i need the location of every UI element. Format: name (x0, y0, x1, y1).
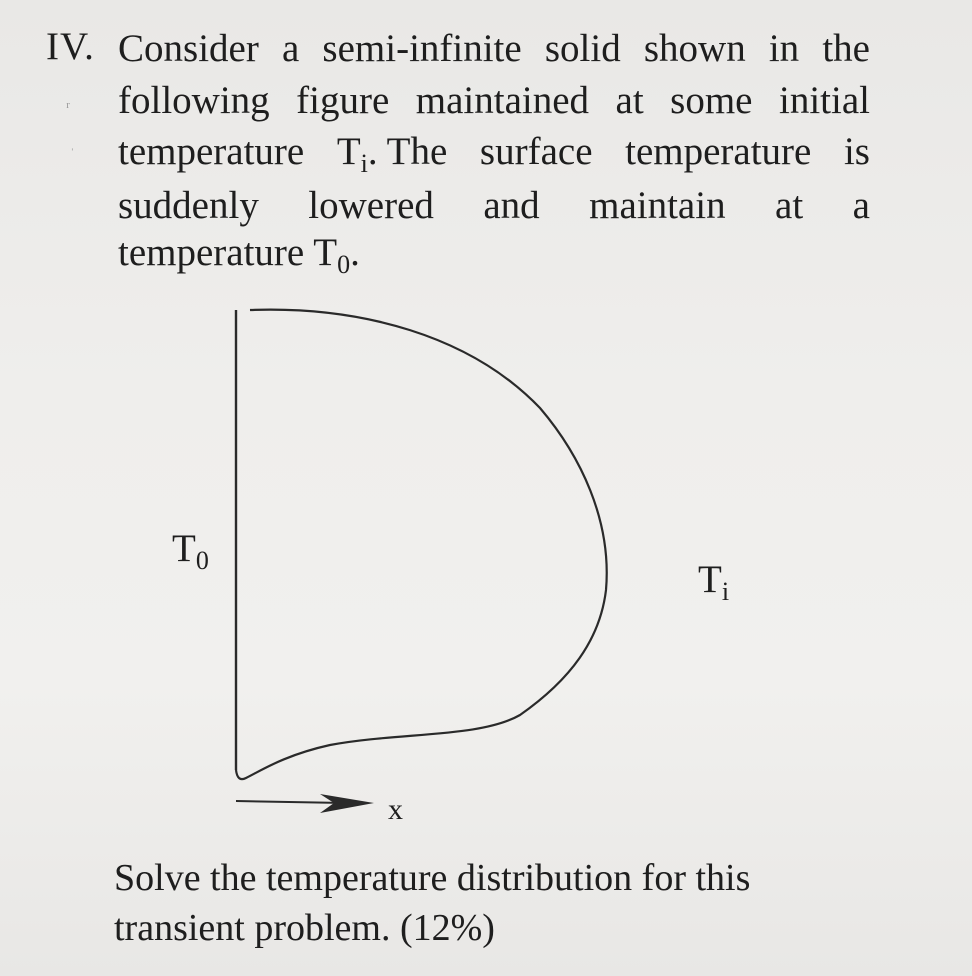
word: temperature (625, 130, 812, 173)
word: solid (544, 27, 621, 70)
word: surface (479, 130, 593, 173)
word: Consider (118, 27, 259, 70)
word: lowered (308, 184, 434, 227)
word: following (118, 79, 270, 122)
word: a (281, 27, 300, 70)
instruction-line-1: Solve the temperature distribution for this (114, 857, 751, 899)
word: semi-infinite (322, 27, 522, 70)
word: at (615, 79, 644, 122)
solid-boundary-curve (236, 310, 607, 780)
word: at (775, 184, 804, 227)
word: figure (296, 79, 390, 122)
word: maintained (415, 79, 590, 122)
word: in (768, 27, 800, 70)
x-axis-arrow-shaft (236, 801, 345, 803)
margin-mark: ʳ (66, 97, 70, 117)
initial-temperature-label: $T_i$ (698, 558, 730, 606)
instruction-line-2: transient problem. (12%) (114, 907, 495, 949)
margin-mark: ˈ (70, 147, 75, 162)
word: a (852, 184, 870, 227)
word: the (822, 27, 870, 70)
problem-text-line-5: temperature $T_0$. (118, 231, 360, 279)
word: suddenly (118, 184, 259, 227)
word: maintain (589, 184, 726, 227)
problem-number: IV. (46, 25, 95, 68)
word: initial (778, 79, 870, 122)
word: is (843, 130, 870, 173)
word: shown (643, 27, 746, 70)
x-axis-label: x (388, 793, 403, 826)
word: and (483, 184, 540, 227)
surface-temperature-label: $T_0$ (172, 527, 209, 575)
ti-symbol: $T_i$. The (336, 130, 448, 178)
word: temperature (118, 130, 305, 173)
word: some (670, 79, 753, 122)
